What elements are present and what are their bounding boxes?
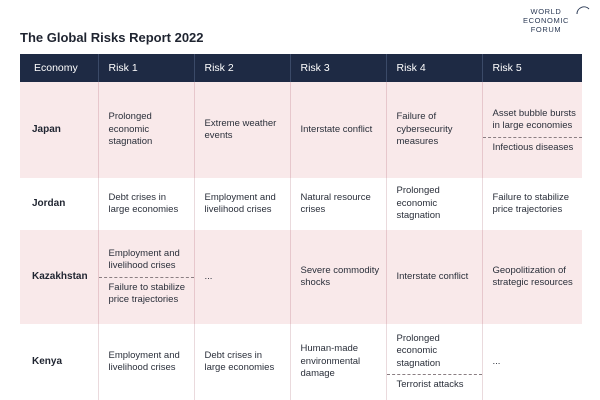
- risk-cell: Employment and livelihood crises: [194, 178, 290, 230]
- column-header-risk-5: Risk 5: [482, 54, 582, 82]
- risk-cell: Failure of cybersecurity measures: [386, 82, 482, 178]
- risk-part: Asset bubble bursts in large economies: [492, 107, 576, 132]
- risk-cell-split: [482, 82, 582, 178]
- tie-divider: [99, 277, 194, 278]
- table-row-japan: [20, 82, 582, 178]
- risk-cell: Employment and livelihood crises: [98, 324, 194, 400]
- logo-arc-icon: [576, 5, 590, 15]
- risk-part: Prolonged economic stagnation: [396, 332, 441, 369]
- risk-cell: Severe commodity shocks: [290, 230, 386, 324]
- risk-part: Failure to stabilize price trajectories: [108, 281, 186, 305]
- logo-line-2: ECONOMIC: [522, 16, 570, 25]
- column-header-economy: Economy: [20, 54, 98, 82]
- logo-line-1: WORLD: [530, 7, 562, 16]
- column-header-risk-2: Risk 2: [194, 54, 290, 82]
- risk-cell: Prolonged economic stagnation: [386, 178, 482, 230]
- risk-cell: Human-made environmental damage: [290, 324, 386, 400]
- risks-table: [20, 54, 582, 400]
- economy-cell: Kazakhstan: [20, 230, 98, 324]
- tie-divider: [387, 374, 482, 375]
- logo-line-3: FORUM: [530, 25, 562, 34]
- economy-cell: Kenya: [20, 324, 98, 400]
- risk-cell: Extreme weather events: [194, 82, 290, 178]
- risk-cell: ...: [482, 324, 582, 400]
- table-row-kenya: [20, 324, 582, 400]
- risk-cell: Geopolitization of strategic resources: [482, 230, 582, 324]
- risk-cell: Prolonged economic stagnation: [98, 82, 194, 178]
- risk-cell: Interstate conflict: [386, 230, 482, 324]
- column-header-risk-3: Risk 3: [290, 54, 386, 82]
- column-header-risk-4: Risk 4: [386, 54, 482, 82]
- economy-cell: Jordan: [20, 178, 98, 230]
- risk-part: Terrorist attacks: [396, 379, 464, 390]
- risk-part: Infectious diseases: [492, 141, 574, 153]
- risk-cell: Debt crises in large economies: [98, 178, 194, 230]
- economy-cell: Japan: [20, 82, 98, 178]
- risk-cell: ...: [194, 230, 290, 324]
- risk-cell: Debt crises in large economies: [194, 324, 290, 400]
- risk-cell: Interstate conflict: [290, 82, 386, 178]
- risk-part: Employment and livelihood crises: [108, 247, 180, 271]
- table-header-row: [20, 54, 582, 82]
- page-title: The Global Risks Report 2022: [20, 30, 204, 45]
- tie-divider: [483, 137, 583, 138]
- table-row-jordan: [20, 178, 582, 230]
- wef-logo: [500, 7, 592, 34]
- risk-cell: Failure to stabilize price trajectories: [482, 178, 582, 230]
- column-header-risk-1: Risk 1: [98, 54, 194, 82]
- risk-cell: Natural resource crises: [290, 178, 386, 230]
- table-row-kazakhstan: [20, 230, 582, 324]
- risk-cell-split: [386, 324, 482, 400]
- risk-cell-split: [98, 230, 194, 324]
